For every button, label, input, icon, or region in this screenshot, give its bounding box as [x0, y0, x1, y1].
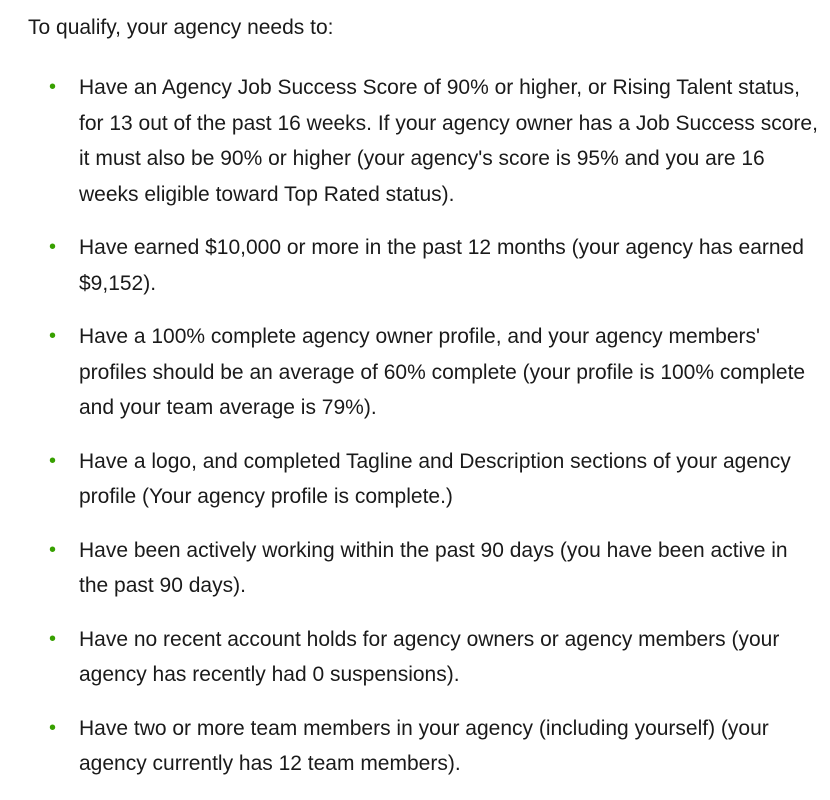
requirement-text: Have no recent account holds for agency owners or agency members (your agency has recently had 0 suspensions). — [79, 627, 780, 686]
bullet-icon: • — [49, 76, 57, 98]
requirement-text: Have two or more team members in your agency (including yourself) (your agency currently has 12 team members). — [79, 716, 769, 775]
requirement-text: Have been actively working within the past 90 days (you have been active in the past 90 days). — [79, 538, 788, 597]
requirement-item — [0, 444, 830, 515]
bullet-icon: • — [49, 449, 57, 472]
requirements-list — [0, 70, 830, 800]
requirement-text: Have a logo, and completed Tagline and Description sections of your agency profile (Your agency profile is complete.) — [79, 449, 791, 508]
requirement-item — [0, 533, 830, 604]
bullet-icon: • — [49, 716, 57, 739]
bullet-icon: • — [49, 325, 57, 347]
intro-text: To qualify, your agency needs to: — [28, 16, 334, 39]
requirement-text: Have earned $10,000 or more in the past 12 months (your agency has earned $9,152). — [79, 236, 804, 295]
bullet-icon: • — [49, 236, 57, 258]
requirement-item — [0, 70, 830, 212]
requirement-item — [0, 711, 830, 782]
bullet-icon: • — [49, 538, 57, 561]
requirement-item — [0, 622, 830, 693]
bullet-icon: • — [49, 627, 57, 650]
requirement-text: Have an Agency Job Success Score of 90% or higher, or Rising Talent status, for 13 out of the past 16 weeks. If your agency owner has a Job Success score, it must also be 90% or higher (your agency's score is 95% and you are 16 weeks eligible toward Top Rated status). — [79, 76, 818, 206]
requirement-text: Have a 100% complete agency owner profile, and your agency members' profiles should be an average of 60% complete (your profile is 100% complete and your team average is 79%). — [79, 325, 806, 419]
requirement-item — [0, 319, 830, 426]
requirement-item — [0, 230, 830, 301]
